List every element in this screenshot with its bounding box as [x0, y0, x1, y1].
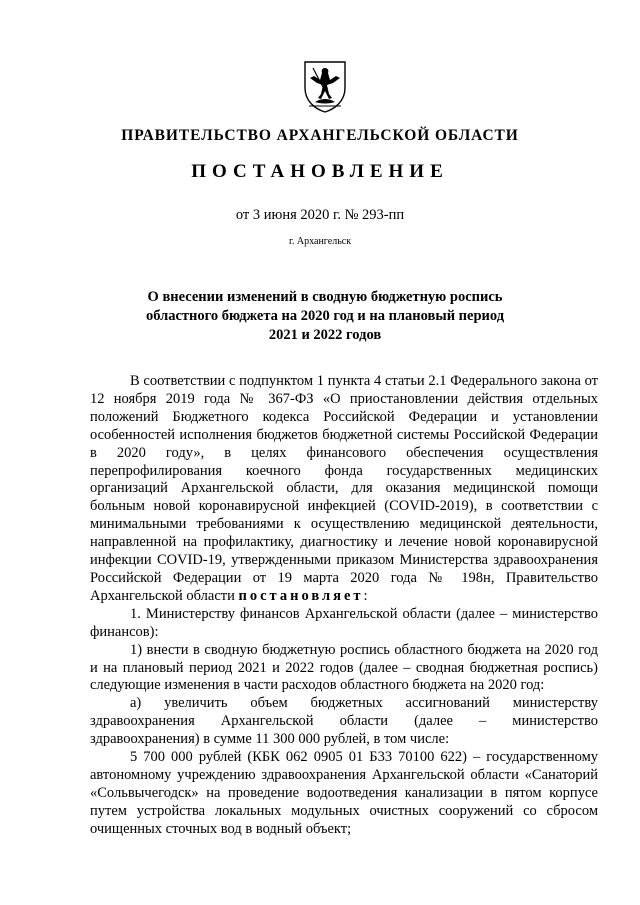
- document-city: г. Архангельск: [288, 236, 352, 247]
- paragraph-punct: :: [363, 587, 368, 604]
- document-date-number: от 3 июня 2020 г. № 293-пп: [235, 207, 405, 223]
- coat-of-arms-icon: [301, 58, 349, 114]
- paragraph-text: В соответствии с подпунктом 1 пункта 4 статьи 2.1 Федерального закона от 12 ноября 2019 года № 367-ФЗ «О приостановлении действия отдельных положений Бюджетного кодекса Российской Федерации и установлении особенностей исполнения бюджетов бюджетной системы Российской Федерации в 2020 году», в целях финансового обеспечения осуществления перепрофилирования коечного фонда государственных медицинских организаций Архангельской области, для оказания медицинской помощи больным новой коронавирусной инфекцией (COVID-2019), в соответствии с минимальными требованиями к осуществлению медицинской деятельности, направленной на профилактику, диагностику и лечение новой коронавирусной инфекции COVID-19, утвержденными приказом Министерства здравоохранения Российской Федерации от 19 марта 2020 года № 198н, Правительство Архангельской области: [90, 373, 598, 604]
- body-paragraph: [90, 373, 598, 606]
- body-paragraph: 1) внести в сводную бюджетную роспись областного бюджета на 2020 год и на плановый период 2021 и 2022 годов (далее – сводная бюджетная роспись) следующие изменения в части расходов областного бюджета на 2020 год:: [90, 641, 598, 694]
- resolution-word: постановляет: [238, 587, 364, 604]
- subject-line: областного бюджета на 2020 год и на плановый период: [145, 308, 505, 324]
- document-body: [90, 373, 598, 839]
- subject-line: О внесении изменений в сводную бюджетную роспись: [147, 289, 503, 305]
- government-name: ПРАВИТЕЛЬСТВО АРХАНГЕЛЬСКОЙ ОБЛАСТИ: [121, 127, 519, 144]
- document-subject: [140, 288, 510, 345]
- body-paragraph: 1. Министерству финансов Архангельской области (далее – министерство финансов):: [90, 605, 598, 640]
- body-paragraph: 5 700 000 рублей (КБК 062 0905 01 Б33 70100 622) – государственному автономному учреждению здравоохранения Архангельской области «Санаторий «Сольвычегодск» на проведение водоотведения канализации в пятом корпусе путем устройства локальных модульных очистных сооружений со сбросом очищенных сточных вод в водный объект;: [90, 749, 598, 837]
- subject-line: 2021 и 2022 годов: [268, 327, 382, 343]
- body-paragraph: а) увеличить объем бюджетных ассигнований министерству здравоохранения Архангельской области (далее – министерство здравоохранения) в сумме 11 300 000 рублей, в том числе:: [90, 695, 598, 748]
- document-type: ПОСТАНОВЛЕНИЕ: [191, 161, 449, 182]
